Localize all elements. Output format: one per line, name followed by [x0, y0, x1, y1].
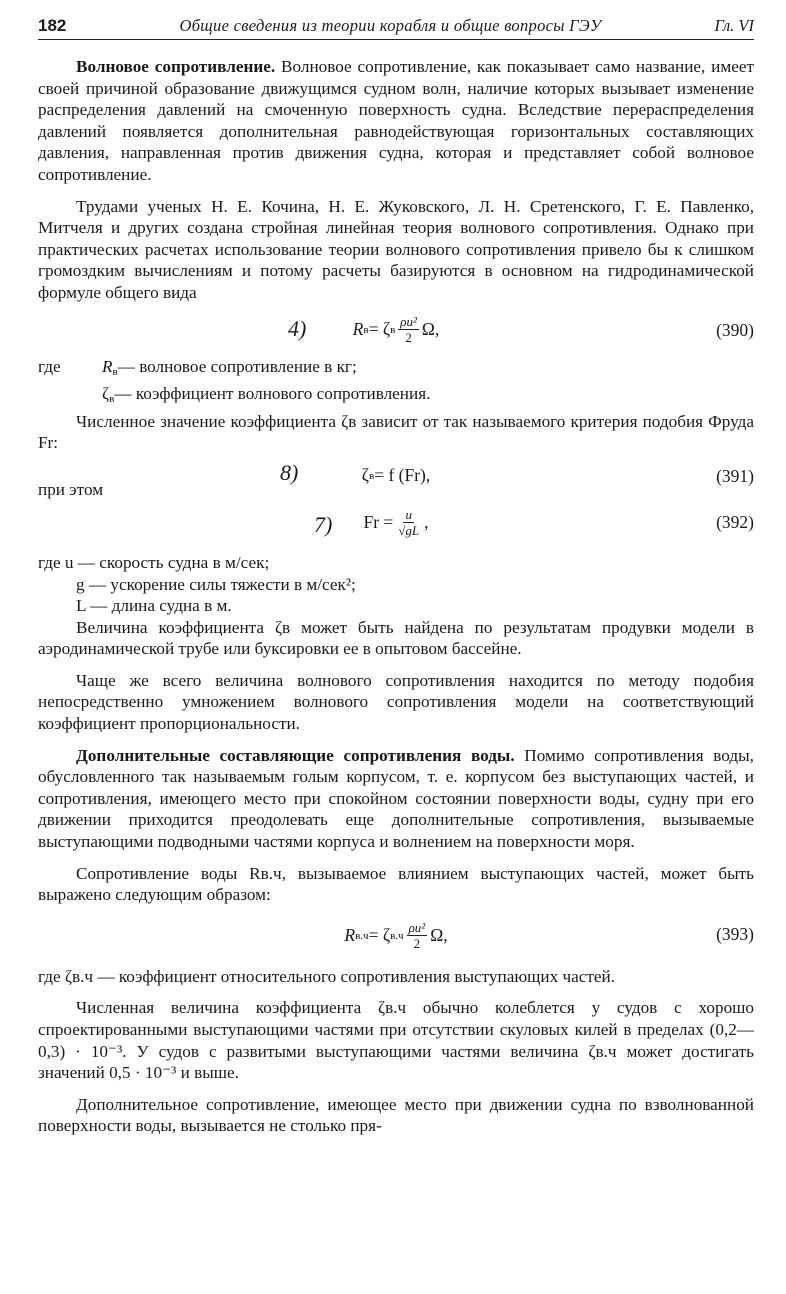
eq-lhs-sub: в.ч: [355, 929, 369, 942]
eq-tail: Ω,: [430, 925, 448, 946]
definition-l: L — длина судна в м.: [76, 596, 232, 616]
eq-coef: = ζ: [368, 319, 391, 340]
chapter-label: Гл. VI: [714, 16, 754, 35]
paragraph-rough-water: Дополнительное сопротивление, имеющее место при движении судна по взволнованной поверхности воды, вызывается не столько пря-: [38, 1094, 754, 1136]
symbol-zeta-sub: в: [109, 393, 115, 406]
definitions-393: где ζв.ч — коэффициент относительного сопротивления выступающих частей.: [38, 966, 616, 986]
paragraph-text: Помимо сопротивления воды, обусловленного так называемым голым корпусом, т. е. корпусом без выступающих частей, и сопротивления, имеющего место при спокойном состоянии поверхности воды, судну при его движении приходится преодолевать еще дополнительные сопротивления, вызываемые выступающими подводными частями корпуса и волнением на поверхности моря.: [38, 745, 754, 852]
frac-num: ρu²: [408, 920, 426, 936]
pri-etom-label: при этом: [38, 479, 104, 499]
eq-tail: ,: [424, 512, 429, 533]
equation-number: (392): [716, 511, 754, 532]
equation-392: [38, 498, 754, 548]
definition-zeta: — коэффициент волнового сопротивления.: [114, 384, 431, 404]
paragraph-similarity: Чаще же всего величина волнового сопротивления находится по методу подобия непосредственно умножением волнового сопротивления модели на соответствующий коэффициент пропорциональности.: [38, 670, 754, 734]
frac-num: ρu²: [400, 314, 417, 330]
eq-coef-sub: в.ч: [390, 929, 404, 942]
frac-den: 2: [413, 936, 421, 952]
definitions-390: [38, 356, 754, 411]
eq-fraction: [396, 507, 421, 538]
eq-lhs: Fr =: [363, 512, 394, 533]
eq-tail: Ω,: [421, 319, 440, 340]
eq-lhs: R: [344, 925, 356, 946]
paragraph-coefficient: Величина коэффициента ζв может быть найдена по результатам продувки модели в аэродинамической трубе или буксировки ее в опытовом бассейне.: [38, 617, 754, 659]
equation-390: [38, 308, 754, 352]
paragraph-theory: Трудами ученых Н. Е. Кочина, Н. Е. Жуковского, Л. Н. Сретенского, Г. Е. Павленко, Митчеля и других создана стройная линейная теория волнового сопротивления. Однако при практических расчетах использование теории волнового сопротивления привело бы к слишком громоздким вычислениям и потому расчеты базируются в основном на гидродинамической формуле общего вида: [38, 196, 754, 302]
paragraph-additional: [38, 745, 754, 853]
page-header: [38, 16, 754, 40]
paragraph-magnitude: Численная величина коэффициента ζв.ч обычно колеблется у судов с хорошо спроектированными выступающими частями при отсутствии скуловых килей в пределах (0,2—0,3) · 10⁻³. У судов с развитыми выступающими частями величина ζв.ч может достигать значений 0,5 · 10⁻³ и выше.: [38, 998, 754, 1083]
paragraph-appendages: Сопротивление воды Rв.ч, вызываемое влиянием выступающих частей, может быть выражено следующим образом:: [38, 863, 754, 905]
definition-u: где u — скорость судна в м/сек;: [38, 552, 270, 572]
book-page: [38, 16, 754, 1137]
frac-num: u: [405, 507, 412, 523]
handwritten-mark: 8): [280, 459, 299, 485]
paragraph-wave-resistance: [38, 56, 754, 186]
eq-fraction: [407, 920, 428, 951]
equation-number: (390): [716, 319, 754, 340]
eq-lhs: ζ: [361, 465, 369, 486]
symbol-r: R: [102, 356, 113, 376]
paragraph-froude: Численное значение коэффициента ζв зависит от так называемого критерия подобия Фруда Fr:: [38, 411, 754, 453]
eq-rhs: = f (Fr),: [374, 465, 431, 486]
paragraph-lead: Дополнительные составляющие сопротивления воды.: [76, 745, 515, 765]
eq-fraction: [398, 314, 419, 345]
eq-coef: = ζ: [368, 925, 391, 946]
definition-g: g — ускорение силы тяжести в м/сек²;: [76, 574, 356, 594]
frac-den: √gL: [398, 523, 420, 539]
where-label: где: [38, 356, 61, 376]
handwritten-mark: 7): [314, 511, 333, 537]
paragraph-text: Волновое сопротивление, как показывает само название, имеет своей причиной образование движущимся судном волн, наличие которых вызывает изменение распределения давлений на смоченную поверхность судна. Вследствие перераспределения давлений появляется дополнительная равнодействующая горизонтальных составляющих давления, направленная против движения судна, которая и представляет собой волновое сопротивление.: [38, 57, 754, 184]
equation-391: [38, 458, 754, 499]
eq-lhs: R: [352, 319, 364, 340]
eq-lhs-sub: в: [369, 469, 375, 482]
frac-den: 2: [405, 330, 412, 346]
equation-number: (393): [716, 923, 754, 944]
definitions-392: [38, 552, 754, 617]
symbol-zeta: ζ: [102, 384, 110, 404]
running-title: Общие сведения из теории корабля и общие вопросы ГЭУ: [179, 16, 602, 35]
eq-lhs-sub: в: [363, 323, 369, 336]
definition-r: — волновое сопротивление в кг;: [117, 356, 357, 376]
eq-coef-sub: в: [390, 323, 396, 336]
equation-number: (391): [716, 465, 754, 486]
equation-393: [38, 910, 754, 962]
handwritten-mark: 4): [288, 315, 307, 341]
symbol-r-sub: в: [112, 365, 118, 378]
page-number: 182: [38, 16, 67, 35]
paragraph-lead: Волновое сопротивление.: [76, 57, 276, 76]
